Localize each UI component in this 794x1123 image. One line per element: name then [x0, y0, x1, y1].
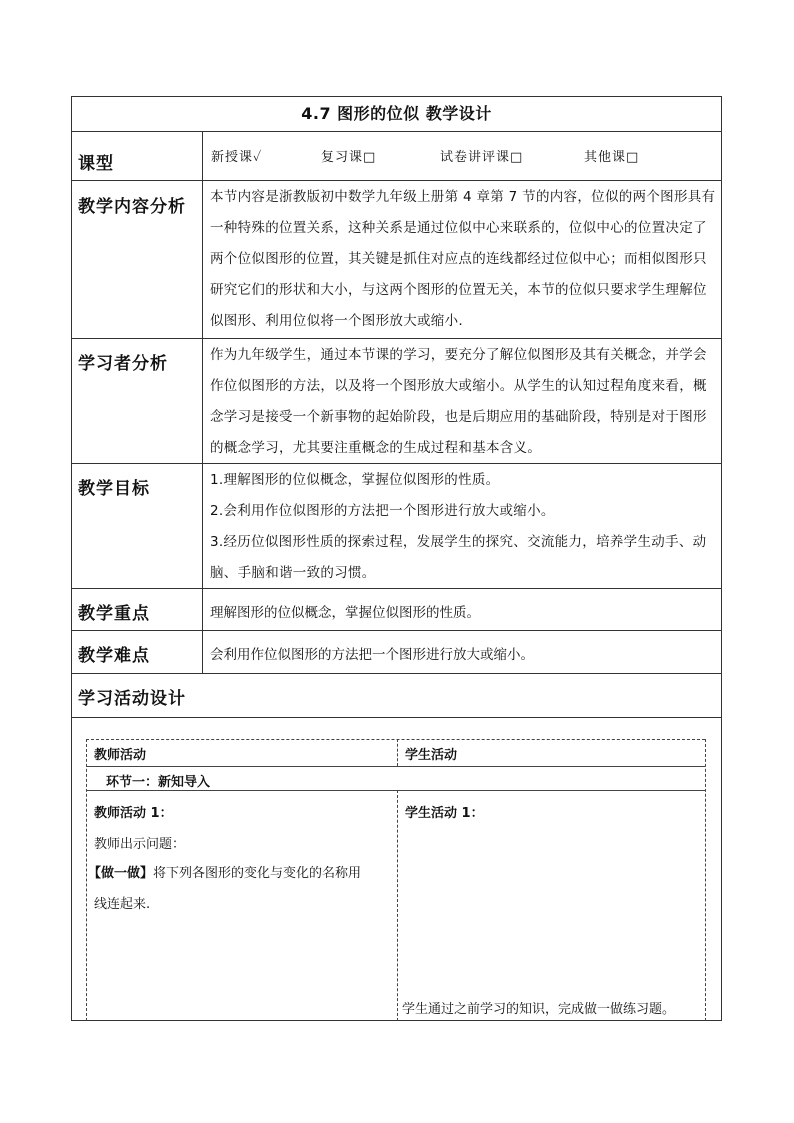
activity-design-label: 学习活动设计 — [78, 689, 186, 709]
objectives-label: 教学目标 — [78, 479, 150, 499]
student-activity-header: 学生活动 — [405, 748, 458, 763]
row-divider — [71, 717, 722, 718]
student-response-text: 学生通过之前学习的知识，完成做一做练习题。 — [402, 1002, 676, 1017]
row-divider — [71, 338, 722, 339]
objective-item: 1.理解图形的位似概念，掌握位似图形的性质。 — [210, 472, 500, 488]
student-activity-title: 学生活动 1： — [405, 806, 484, 821]
row-divider — [71, 180, 722, 181]
teacher-question-continued: 线连起来. — [94, 897, 151, 912]
inner-table-left — [86, 739, 87, 1021]
teacher-activity-header: 教师活动 — [94, 748, 147, 763]
lesson-type-option-review[interactable]: 复习课□ — [321, 150, 377, 165]
inner-stage-bottom — [86, 790, 705, 791]
do-it-bracket-label: 【做一做】 — [88, 866, 154, 881]
content-analysis-label: 教学内容分析 — [78, 197, 186, 217]
objectives-list — [210, 465, 716, 589]
row-divider — [71, 131, 722, 132]
row-divider — [71, 630, 722, 631]
lesson-type-label: 课型 — [78, 154, 114, 174]
learner-analysis-label: 学习者分析 — [78, 354, 168, 374]
objective-item: 2.会利用作位似图形的方法把一个图形进行放大或缩小。 — [210, 503, 555, 519]
inner-body-divider — [397, 790, 398, 1021]
lesson-type-option-exam-review[interactable]: 试卷讲评课□ — [440, 150, 524, 165]
key-points-label: 教学重点 — [78, 604, 150, 624]
row-divider — [71, 673, 722, 674]
page-title: 4.7 图形的位似 教学设计 — [301, 104, 492, 123]
inner-table-top — [86, 739, 705, 740]
lesson-type-option-new[interactable]: 新授课✓ — [211, 150, 263, 165]
difficulties-label: 教学难点 — [78, 646, 150, 666]
teacher-question-line — [88, 862, 361, 881]
teacher-question-text: 将下列各图形的变化与变化的名称用 — [153, 866, 362, 881]
inner-table-right — [705, 739, 706, 1021]
difficulties-text: 会利用作位似图形的方法把一个图形进行放大或缩小。 — [210, 647, 534, 663]
lesson-type-option-other[interactable]: 其他课□ — [584, 150, 640, 165]
teacher-question-intro: 教师出示问题： — [94, 837, 186, 852]
inner-header-divider — [397, 739, 398, 766]
key-points-text: 理解图形的位似概念，掌握位似图形的性质。 — [210, 605, 480, 621]
objective-item: 3.经历位似图形性质的探索过程，发展学生的探究、交流能力，培养学生动手、动脑、手脑和谐一致的习惯。 — [210, 534, 707, 581]
inner-header-bottom — [86, 766, 705, 767]
learner-analysis-text: 作为九年级学生，通过本节课的学习，要充分了解位似图形及其有关概念，并学会作位似图形的方法，以及将一个图形放大或缩小。从学生的认知过程角度来看，概念学习是接受一个新事物的起始阶段，也是后期应用的基础阶段，特别是对于图形的概念学习，尤其要注重概念的生成过程和基本含义。 — [210, 347, 707, 456]
stage-title: 环节一：新知导入 — [106, 775, 211, 790]
content-analysis-text: 本节内容是浙教版初中数学九年级上册第 4 章第 7 节的内容，位似的两个图形具有一种特殊的位置关系，这种关系是通过位似中心来联系的，位似中心的位置决定了两个位似图形的位置，其关键是抓住对应点的连线都经过位似中心；而相似图形只研究它们的形状和大小，与这两个图形的位置无关，本节的位似只要求学生理解位似图形、利用位似将一个图形放大或缩小. — [210, 189, 716, 329]
column-divider — [202, 131, 203, 673]
teacher-activity-title: 教师活动 1： — [94, 806, 173, 821]
